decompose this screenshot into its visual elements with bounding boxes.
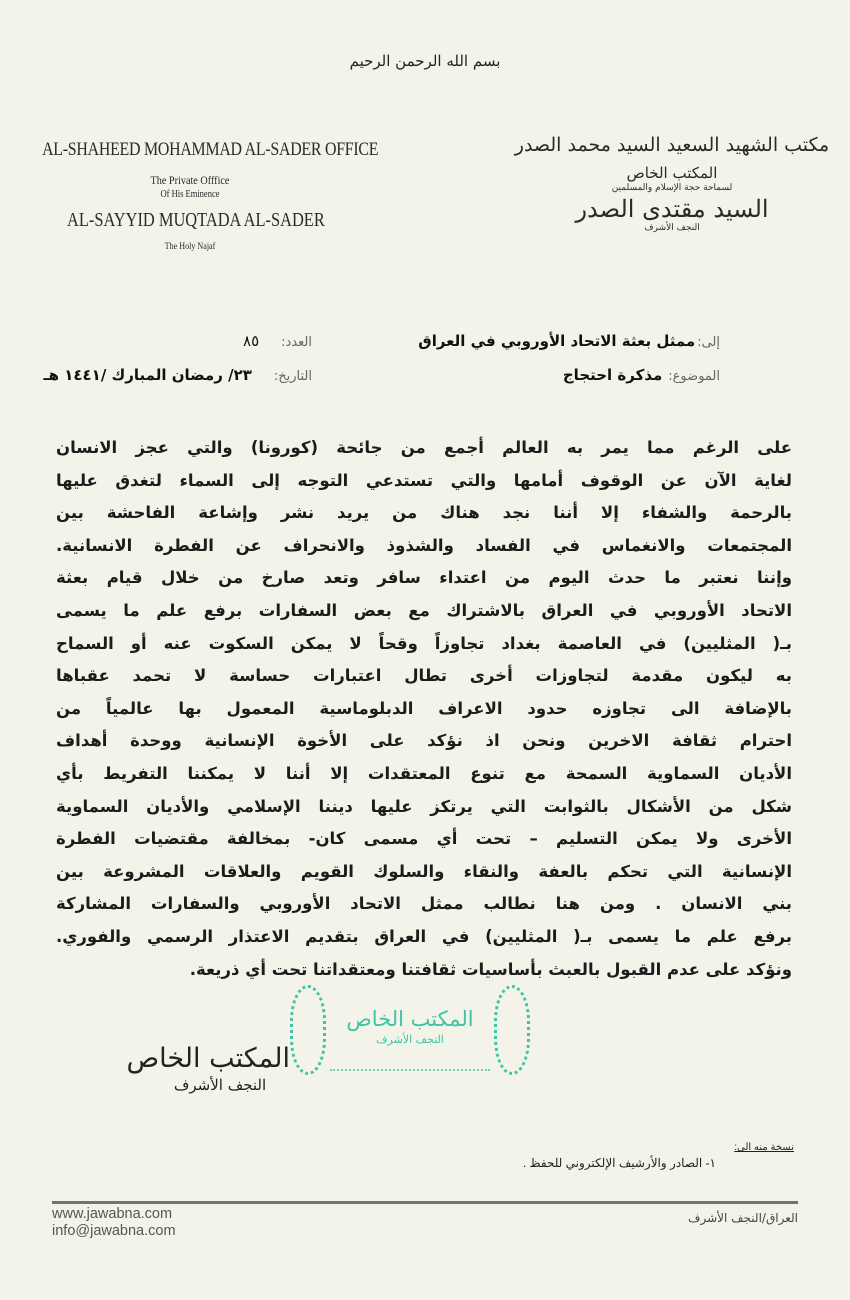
office-stamp (290, 985, 530, 1075)
footer-location: العراق/النجف الأشرف (688, 1211, 798, 1225)
letterhead-office-title-en: AL-SHAHEED MOHAMMAD AL-SADER OFFICE (42, 140, 379, 160)
signature-block (126, 1043, 290, 1094)
signature-office: المكتب الخاص (126, 1043, 290, 1074)
footer-divider (52, 1201, 798, 1204)
date-value: ٢٣/ رمضان المبارك /١٤٤١ هـ (43, 366, 252, 384)
body-line: الأديان السماوية السمحة مع تنوع المعتقدات إلا أننا لا يمكننا التفريط بأي (56, 763, 792, 783)
footer-email-link[interactable]: info@jawabna.com (52, 1223, 176, 1239)
footer-contact (52, 1206, 176, 1240)
body-line: المجتمعات والانغماس في الفساد والشذوذ والانحراف عن الفطرة الانسانية. (56, 535, 792, 555)
stamp-line-1: المكتب الخاص (346, 1007, 474, 1031)
body-line: بالإضافة الى تجاوزه حدود الاعراف الدبلوماسية المعمول بها عالمياً من (56, 698, 792, 718)
subject-label: الموضوع: (668, 369, 720, 384)
recipient-row (418, 331, 720, 350)
recipient-value: ممثل بعثة الاتحاد الأوروبي في العراق (418, 332, 696, 350)
letterhead-eminence-ar: لسماحة حجة الإسلام والمسلمين (611, 183, 733, 193)
letterhead-name-en: AL-SAYYID MUQTADA AL-SADER (67, 209, 325, 231)
stamp-line-2: النجف الأشرف (376, 1033, 444, 1046)
date-label: التاريخ: (273, 369, 312, 384)
copies-heading: نسخة منه الى: (734, 1142, 794, 1153)
body-line: الاتحاد الأوروبي في العراق بالاشتراك مع بعض السفارات برفع علم ما يسمى (56, 600, 792, 620)
english-letterhead (40, 140, 379, 252)
body-line: لغاية الآن عن الوقوف أمامها والتي تستدعي التوجه إلى السماء لتغدق عليها (56, 470, 792, 490)
body-line: بني الانسان . ومن هنا نطالب ممثل الاتحاد الأوروبي والسفارات المشاركة (56, 894, 792, 914)
letterhead-private-office-ar: المكتب الخاص (626, 164, 718, 182)
body-line: ونؤكد على عدم القبول بالعبث بأساسيات ثقافتنا ومعتقداتنا تحت أي ذريعة. (189, 959, 792, 979)
letter-body (56, 432, 792, 986)
body-line: الإنسانية التي تحكم بالعفة والنقاء والسلوك القويم والعلاقات المشروعة بين (56, 861, 792, 881)
letterhead-private-office-en: The Private Offfice (150, 173, 230, 187)
date-row (43, 365, 312, 384)
copies-section (523, 1142, 794, 1170)
body-line: الأخرى ولا يمكن التسليم – تحت أي مسمى كان- بمخالفة مقتضيات الفطرة (56, 829, 792, 849)
body-line: به ليكون مقدمة لتجاوزات أخرى تطال اعتبارات حساسة لا تحمد عقباها (56, 666, 792, 686)
subject-row (563, 365, 720, 384)
letterhead-eminence-en: Of His Eminence (160, 189, 220, 200)
stamp-ornament-left (290, 985, 326, 1075)
body-line: شكل من الأشكال بالثوابت التي يرتكز عليها ديننا الإسلامي والأديان السماوية (56, 796, 792, 816)
recipient-label: إلى: (697, 335, 720, 350)
body-line: بالرحمة والشفاء إلا أننا نجد هناك من يريد نشر وإشاعة الفاحشة بين (56, 503, 792, 523)
stamp-ornament-right (494, 985, 530, 1075)
body-line: على الرغم مما يمر به العالم أجمع من جائحة (كورونا) والتي عجز الانسان (56, 438, 792, 457)
letterhead-name-ar: السيد مقتدى الصدر (575, 195, 769, 223)
signature-city: النجف الأشرف (173, 1076, 267, 1094)
body-line: وإننا نعتبر ما حدث اليوم من اعتداء سافر وتعد صارخ من خلال قيام بعثة (56, 568, 792, 588)
letterhead-office-title-ar: مكتب الشهيد السعيد السيد محمد الصدر (514, 134, 830, 156)
basmala-header: بسم الله الرحمن الرحيم (349, 52, 501, 70)
footer-website-link[interactable]: www.jawabna.com (52, 1206, 173, 1222)
stamp-box (330, 989, 490, 1071)
reference-number-label: العدد: (281, 335, 312, 350)
copies-item: ١- الصادر والأرشيف الإلكتروني للحفظ . (522, 1156, 716, 1170)
body-line: احترام ثقافة الاخرين ونحن اذ نؤكد على الأخوة الإنسانية ووحدة أهداف (56, 731, 792, 751)
subject-value: مذكرة احتجاج (562, 366, 663, 384)
letterhead-city-ar: النجف الأشرف (644, 223, 700, 233)
letterhead-city-en: The Holy Najaf (164, 242, 216, 252)
body-line: بـ( المثليين) في العاصمة بغداد تجاوزاً وقحاً لا يمكن السكوت عنه أو السماح (56, 633, 792, 653)
arabic-letterhead (512, 134, 832, 233)
reference-number-row (243, 331, 312, 350)
reference-number-value: ٨٥ (243, 332, 260, 350)
body-line: برفع علم ما يسمى بـ( المثليين) في العراق بتقديم الاعتذار الرسمي والفوري. (56, 926, 792, 946)
